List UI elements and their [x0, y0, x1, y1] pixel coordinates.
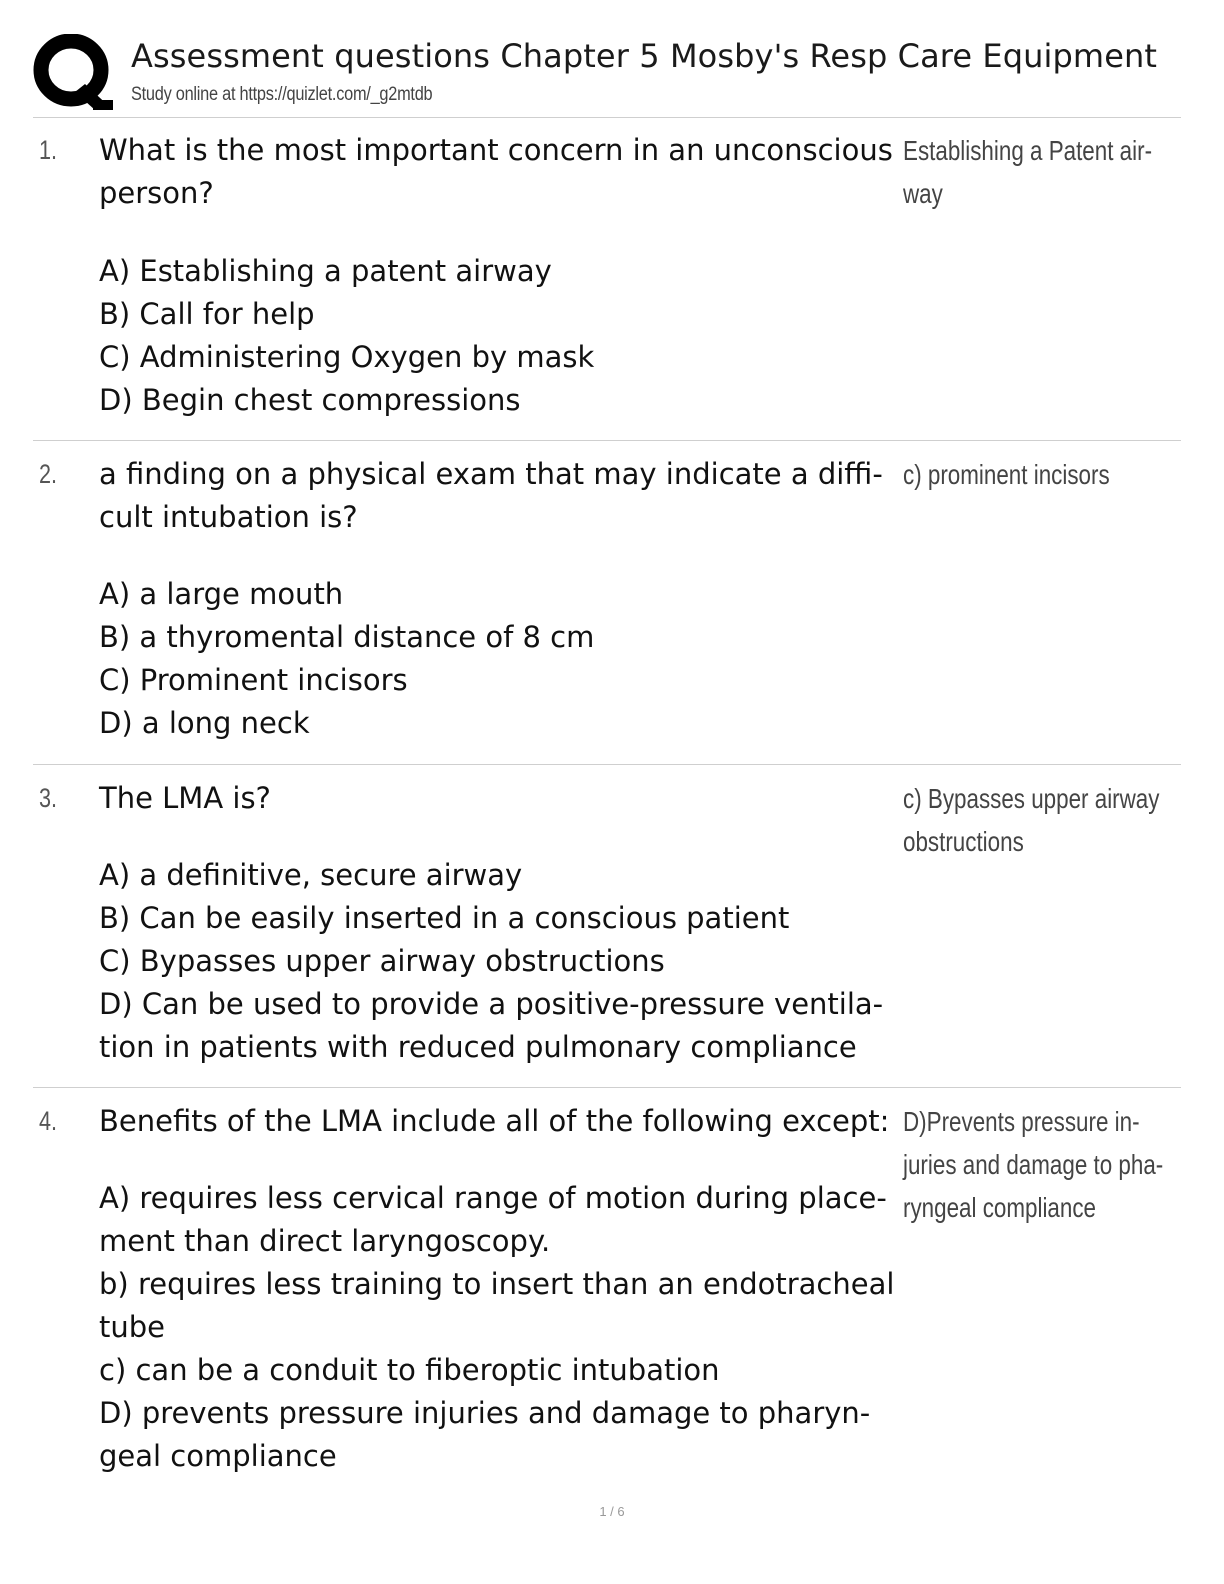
answer-text	[903, 1100, 1167, 1229]
option-d: D) Can be used to provide a positive-pressure ventila-	[99, 987, 884, 1021]
option-b: B) a thyromental distance of 8 cm	[99, 620, 595, 654]
option-a-continued: ment than direct laryngoscopy.	[99, 1224, 551, 1258]
answer-line: ryngeal compliance	[903, 1192, 1096, 1223]
option-list	[99, 854, 899, 1069]
option-d: D) Begin chest compressions	[99, 383, 521, 417]
option-a: A) a large mouth	[99, 577, 344, 611]
question-number: 4.	[39, 1106, 58, 1136]
question-number: 2.	[39, 459, 58, 489]
study-link[interactable]: Study online at https://quizlet.com/_g2mtdb	[131, 84, 433, 105]
option-d-continued: tion in patients with reduced pulmonary compliance	[99, 1030, 857, 1064]
option-a: A) requires less cervical range of motion during place-	[99, 1181, 887, 1215]
question-number: 3.	[39, 783, 58, 813]
option-c: C) Prominent incisors	[99, 663, 408, 697]
option-c: C) Bypasses upper airway obstructions	[99, 944, 665, 978]
answer-text	[903, 777, 1167, 863]
divider	[33, 117, 1181, 118]
question-card-4	[33, 1100, 1181, 1490]
option-a: A) Establishing a patent airway	[99, 254, 552, 288]
option-b-continued: tube	[99, 1310, 166, 1344]
question-line: cult intubation is?	[99, 500, 358, 534]
answer-line: Establishing a Patent air-	[903, 135, 1153, 166]
option-d: D) a long neck	[99, 706, 310, 740]
option-b: B) Call for help	[99, 297, 315, 331]
option-d-continued: geal compliance	[99, 1439, 337, 1473]
page-number: 1 / 6	[599, 1504, 625, 1519]
divider	[33, 440, 1181, 441]
answer-text	[903, 453, 1167, 496]
option-c: C) Administering Oxygen by mask	[99, 340, 595, 374]
divider	[33, 764, 1181, 765]
question-text	[99, 129, 899, 215]
option-list	[99, 250, 899, 422]
answer-line: D)Prevents pressure in-	[903, 1106, 1140, 1137]
option-list	[99, 1177, 899, 1478]
question-text	[99, 1100, 899, 1143]
option-b: B) Can be easily inserted in a conscious patient	[99, 901, 790, 935]
question-number: 1.	[39, 135, 58, 165]
question-line: Benefits of the LMA include all of the following except:	[99, 1104, 890, 1138]
answer-text	[903, 129, 1167, 215]
question-line: person?	[99, 176, 214, 210]
page-title: Assessment questions Chapter 5 Mosby's Resp Care Equipment	[131, 37, 1158, 75]
divider	[33, 1087, 1181, 1088]
question-line: a finding on a physical exam that may indicate a diffi-	[99, 457, 883, 491]
answer-line: way	[903, 178, 943, 209]
option-b: b) requires less training to insert than an endotracheal	[99, 1267, 895, 1301]
question-line: The LMA is?	[99, 781, 271, 815]
option-a: A) a definitive, secure airway	[99, 858, 523, 892]
option-c: c) can be a conduit to fiberoptic intubation	[99, 1353, 720, 1387]
quizlet-logo	[33, 34, 113, 110]
answer-line: juries and damage to pha-	[903, 1149, 1164, 1180]
option-list	[99, 573, 899, 745]
question-line: What is the most important concern in an unconscious	[99, 133, 893, 167]
question-card-2	[33, 453, 1181, 753]
answer-line: obstructions	[903, 826, 1024, 857]
answer-line: c) prominent incisors	[903, 459, 1110, 490]
question-text	[99, 453, 899, 539]
question-card-1	[33, 129, 1181, 429]
answer-line: c) Bypasses upper airway	[903, 783, 1160, 814]
question-card-3	[33, 777, 1181, 1077]
question-text	[99, 777, 899, 820]
option-d: D) prevents pressure injuries and damage to pharyn-	[99, 1396, 871, 1430]
